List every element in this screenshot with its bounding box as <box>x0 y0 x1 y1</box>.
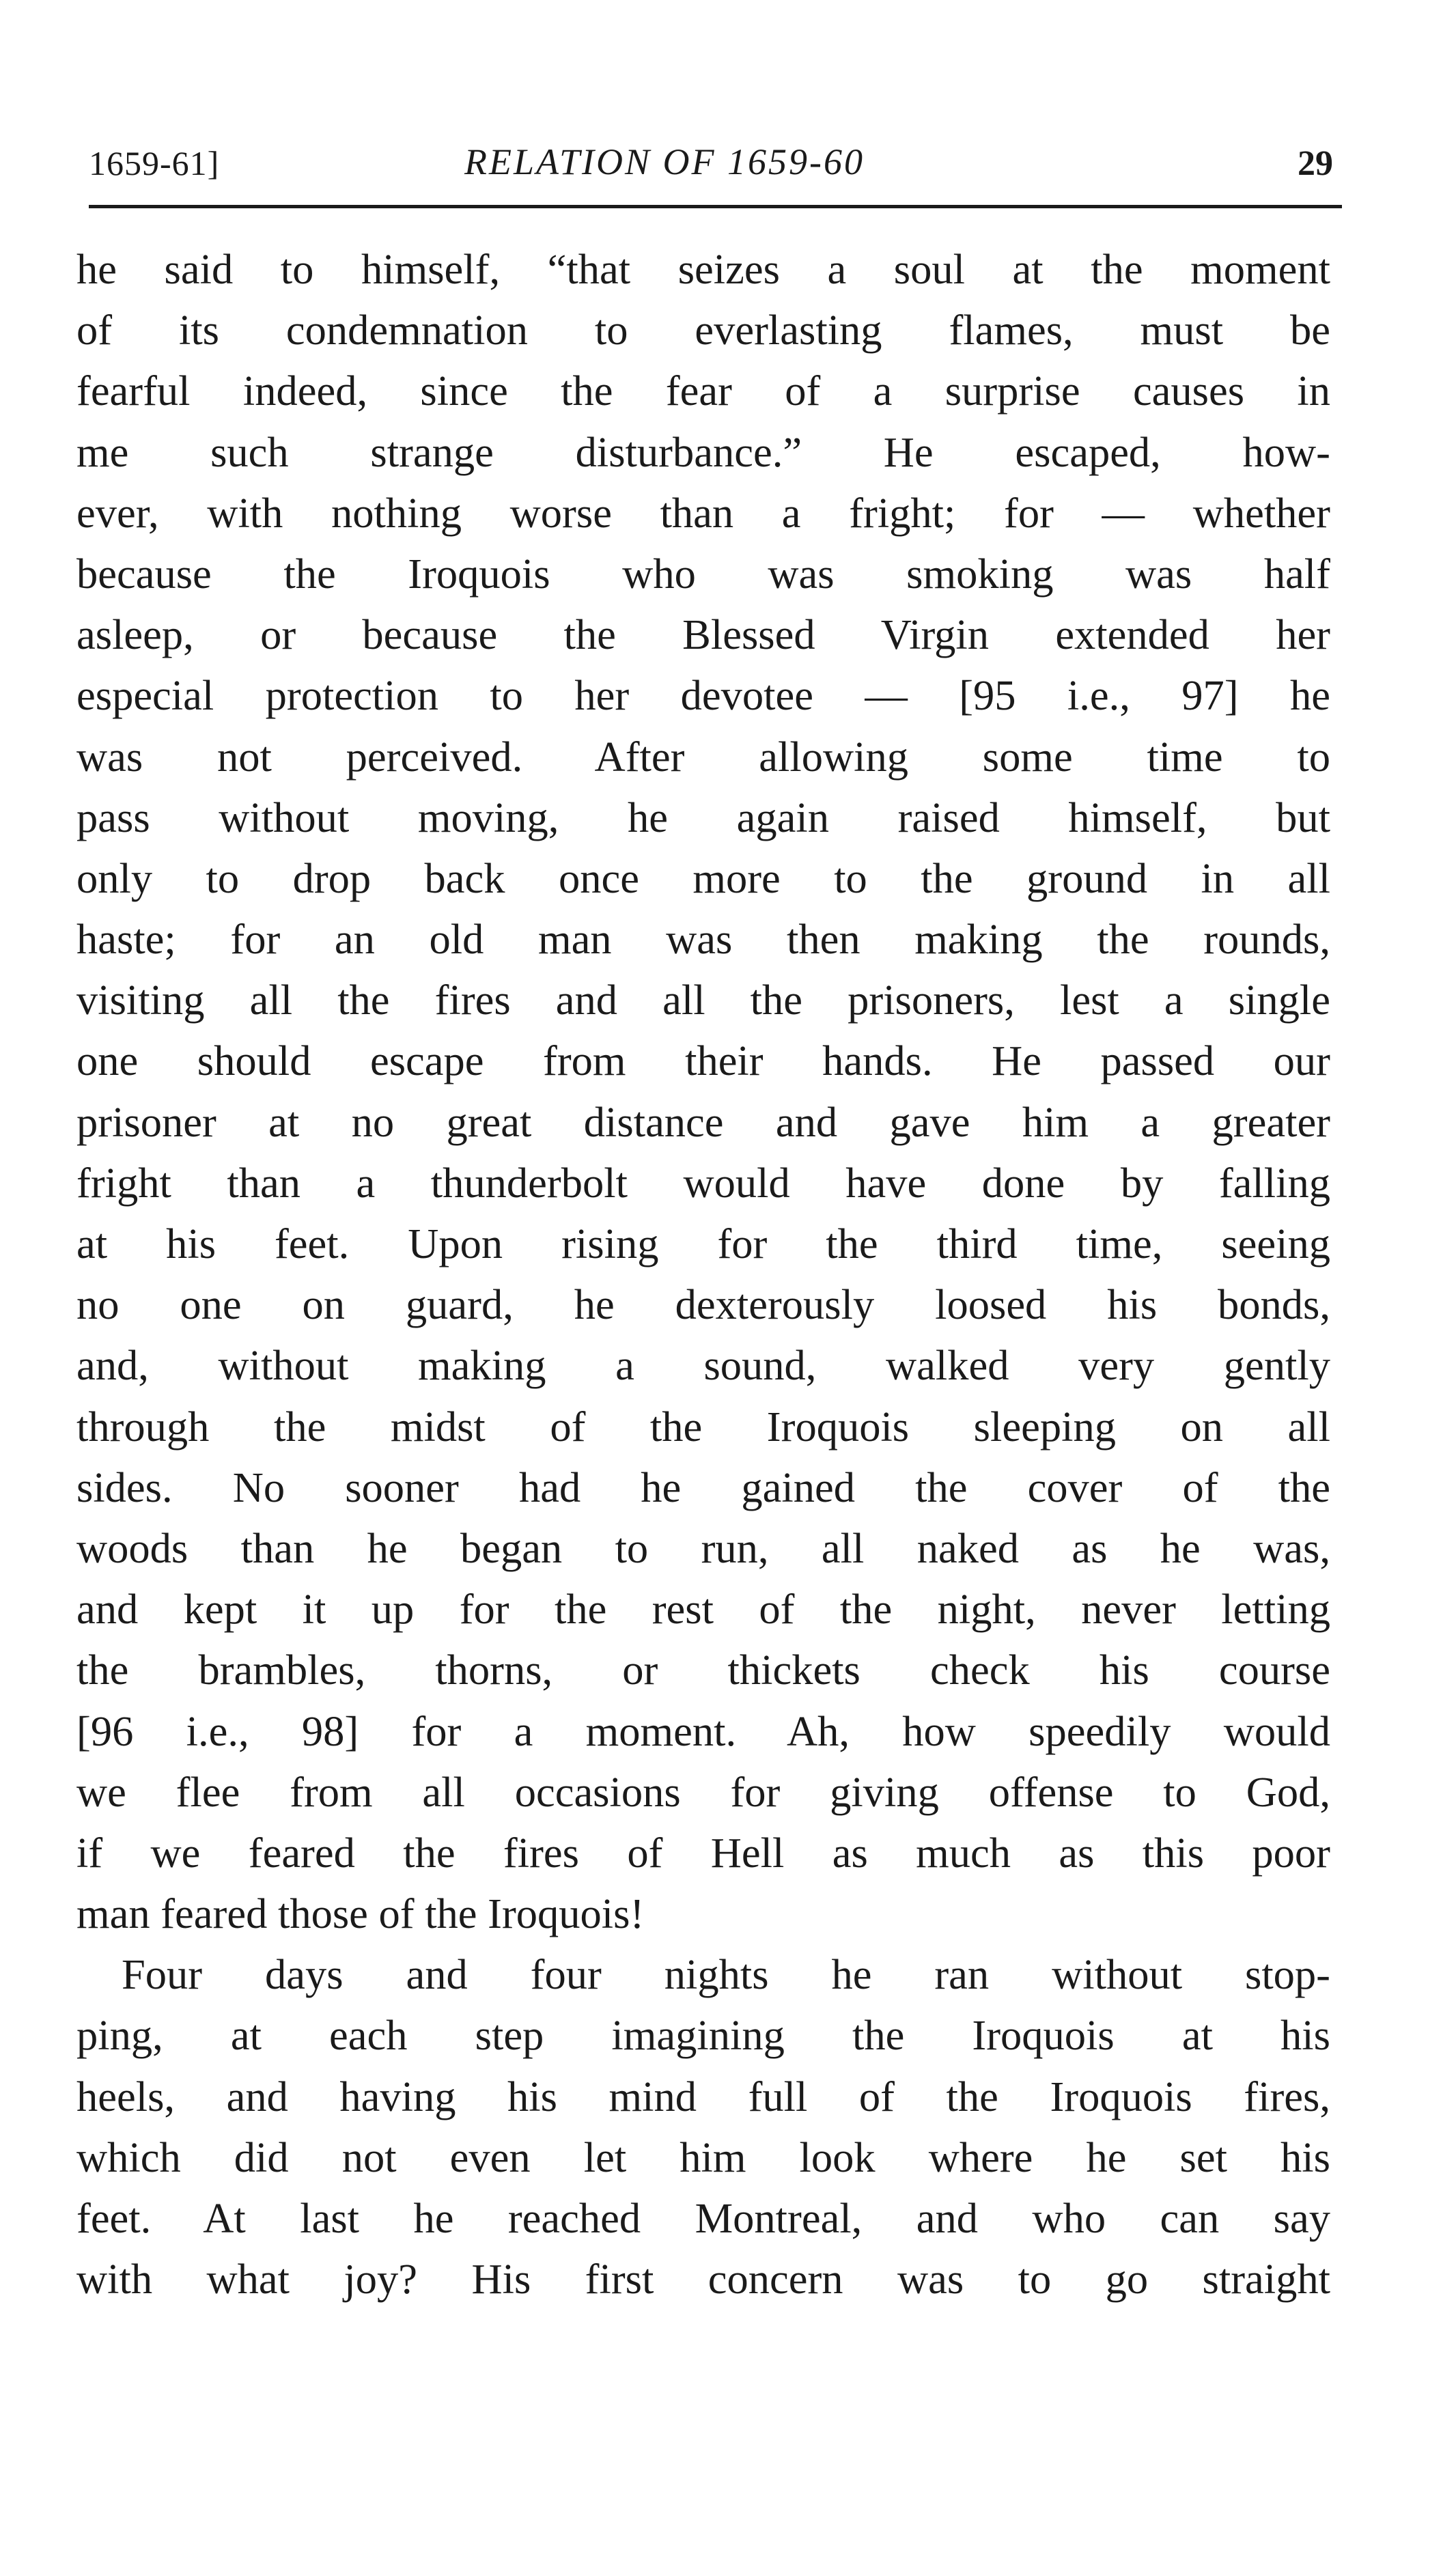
text-line: at his feet. Upon rising for the third time, seeing <box>76 1220 1330 1267</box>
text-line: man feared those of the Iroquois! <box>76 1890 645 1938</box>
text-line: ping, at each step imagining the Iroquois at his <box>76 2011 1330 2060</box>
text-line: feet. At last he reached Montreal, and who can say <box>76 2194 1330 2242</box>
running-head <box>82 137 1339 191</box>
body-text <box>76 239 1330 2310</box>
text-line: with what joy? His first concern was to go straight <box>76 2255 1330 2303</box>
text-line: pass without moving, he again raised himself, but <box>76 793 1330 841</box>
paragraph-2 <box>76 1944 1330 2310</box>
text-line: me such strange disturbance.” He escaped, how- <box>76 428 1330 476</box>
text-line: sides. No sooner had he gained the cover of the <box>76 1463 1330 1511</box>
text-line: fearful indeed, since the fear of a surprise causes in <box>76 367 1330 415</box>
text-line: fright than a thunderbolt would have done by falling <box>76 1158 1330 1207</box>
text-line: visiting all the fires and all the prisoners, lest a single <box>76 976 1330 1024</box>
text-line: especial protection to her devotee — [95 i.e., 97] he <box>76 671 1330 720</box>
paragraph-1 <box>76 239 1330 1944</box>
text-line: heels, and having his mind full of the Iroquois fires, <box>76 2072 1330 2120</box>
text-line: asleep, or because the Blessed Virgin extended her <box>76 611 1330 659</box>
header-rule <box>89 205 1342 208</box>
text-line: [96 i.e., 98] for a moment. Ah, how speedily would <box>76 1707 1330 1755</box>
text-line: was not perceived. After allowing some time to <box>76 732 1330 781</box>
text-line: because the Iroquois who was smoking was half <box>76 549 1330 598</box>
text-line: Four days and four nights he ran without stop- <box>122 1950 1330 1999</box>
text-line: prisoner at no great distance and gave him a greater <box>76 1097 1330 1146</box>
text-line: ever, with nothing worse than a fright; for — whether <box>76 488 1330 537</box>
running-head-date-range: 1659-61] <box>89 144 220 182</box>
text-line: one should escape from their hands. He passed our <box>76 1037 1330 1085</box>
text-line: the brambles, thorns, or thickets check his course <box>76 1646 1330 1694</box>
text-line: if we feared the fires of Hell as much as this poor <box>76 1828 1330 1877</box>
text-line: we flee from all occasions for giving offense to God, <box>76 1767 1330 1816</box>
page-number: 29 <box>1298 144 1333 183</box>
text-line: of its condemnation to everlasting flames, must be <box>76 306 1330 354</box>
text-line: no one on guard, he dexterously loosed his bonds, <box>76 1280 1330 1329</box>
text-line: haste; for an old man was then making the rounds, <box>76 915 1330 964</box>
text-line: and kept it up for the rest of the night, never letting <box>76 1585 1330 1634</box>
text-line: which did not even let him look where he set his <box>76 2133 1330 2181</box>
text-line: and, without making a sound, walked very gently <box>76 1341 1330 1390</box>
text-line: only to drop back once more to the ground in all <box>76 854 1330 902</box>
running-head-title: RELATION OF 1659-60 <box>464 141 865 182</box>
text-line: woods than he began to run, all naked as he was, <box>76 1524 1330 1572</box>
text-line: through the midst of the Iroquois sleeping on all <box>76 1402 1330 1450</box>
text-line: he said to himself, “that seizes a soul at the moment <box>76 245 1330 293</box>
